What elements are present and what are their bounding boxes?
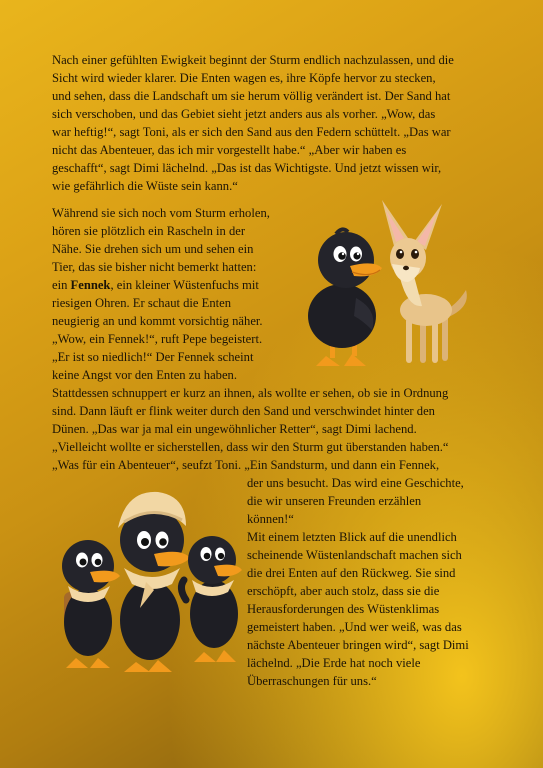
left-duck-icon <box>62 540 120 668</box>
text-line: Herausforderungen des Wüstenklimas <box>247 602 440 616</box>
text-fragment: ein <box>52 278 71 292</box>
text-line: sind. Dann läuft er flink weiter durch den Sand und verschwindet hinter den <box>52 404 435 418</box>
text-line: gemeistert haben. „Und wer weiß, was das <box>247 620 462 634</box>
text-line: können!“ <box>247 512 294 526</box>
text-line: keine Angst vor den Enten zu haben. <box>52 368 238 382</box>
paragraph-return-home <box>247 474 469 690</box>
black-duck-icon <box>308 229 382 366</box>
paragraph-storm-ends <box>52 51 454 195</box>
text-line: war heftig!“, sagt Toni, als er sich den Sand aus den Federn schüttelt. „Das war <box>52 125 451 139</box>
text-line: neugierig an und kommt vorsichtig näher. <box>52 314 263 328</box>
text-line: und sehen, dass die Landschaft um sie herum völlig verändert ist. Der Sand hat <box>52 89 451 103</box>
text-line: geschafft“, sagt Dimi lächelnd. „Das ist das Wichtigste. Und jetzt wissen wir, <box>52 161 442 175</box>
text-line: scheinende Wüstenlandschaft machen sich <box>247 548 462 562</box>
text-line: hören sie plötzlich ein Rascheln in der <box>52 224 246 238</box>
text-line: Nach einer gefühlten Ewigkeit beginnt der Sturm endlich nachzulassen, und die <box>52 53 454 67</box>
text-line: Dünen. „Das war ja mal ein ungewöhnlicher Retter“, sagt Dimi lachend. <box>52 422 417 436</box>
text-fragment: , ein kleiner Wüstenfuchs mit <box>110 278 259 292</box>
text-line: riesigen Ohren. Er schaut die Enten <box>52 296 232 310</box>
text-line: Stattdessen schnuppert er kurz an ihnen, als wollte er sehen, ob sie in Ordnung <box>52 386 449 400</box>
text-line: lächelnd. „Die Erde hat noch viele <box>247 656 421 670</box>
text-line: der uns besucht. Das wird eine Geschichte, <box>247 476 464 490</box>
text-line: „Vielleicht wollte er sicherstellen, dass wir den Sturm gut überstanden haben.“ <box>52 440 449 454</box>
text-line: die drei Enten auf den Rückweg. Sie sind <box>247 566 456 580</box>
text-line: erschöpft, aber auch stolz, dass sie die <box>247 584 440 598</box>
paragraph-fennek-leaves <box>52 384 449 474</box>
text-line: nächste Abenteuer bringen wird“, sagt Dimi <box>247 638 469 652</box>
text-line: Mit einem letzten Blick auf die unendlich <box>247 530 457 544</box>
text-line-fennek <box>52 276 270 294</box>
right-duck-icon <box>181 536 242 662</box>
text-line: Während sie sich noch vom Sturm erholen, <box>52 206 270 220</box>
text-line: „Er ist so niedlich!“ Der Fennek scheint <box>52 350 254 364</box>
text-line: „Wow, ein Fennek!“, ruft Pepe begeistert. <box>52 332 263 346</box>
duck-and-fennec-illustration <box>296 198 476 373</box>
paragraph-fennek-appears <box>52 204 270 384</box>
text-line: Tier, das sie bisher nicht bemerkt hatten: <box>52 260 257 274</box>
text-line: die wir unseren Freunden erzählen <box>247 494 422 508</box>
text-line: Nähe. Sie drehen sich um und sehen ein <box>52 242 254 256</box>
fennek-bold-word: Fennek <box>70 278 111 292</box>
text-line: Überraschungen für uns.“ <box>247 674 377 688</box>
three-ducks-illustration <box>54 482 246 674</box>
fennec-icon <box>382 200 467 363</box>
text-line: sich verschoben, und das Gebiet sieht jetzt anders aus als vorher. „Wow, das <box>52 107 436 121</box>
text-line: Sicht wird wieder klarer. Die Enten wagen es, ihre Köpfe hervor zu stecken, <box>52 71 436 85</box>
text-line: wie gefährlich die Wüste sein kann.“ <box>52 179 238 193</box>
text-line: nicht das Abenteuer, das ich mir vorgestellt habe.“ „Aber wir haben es <box>52 143 407 157</box>
text-line: „Was für ein Abenteuer“, seufzt Toni. „Ein Sandsturm, und dann ein Fennek, <box>52 458 440 472</box>
